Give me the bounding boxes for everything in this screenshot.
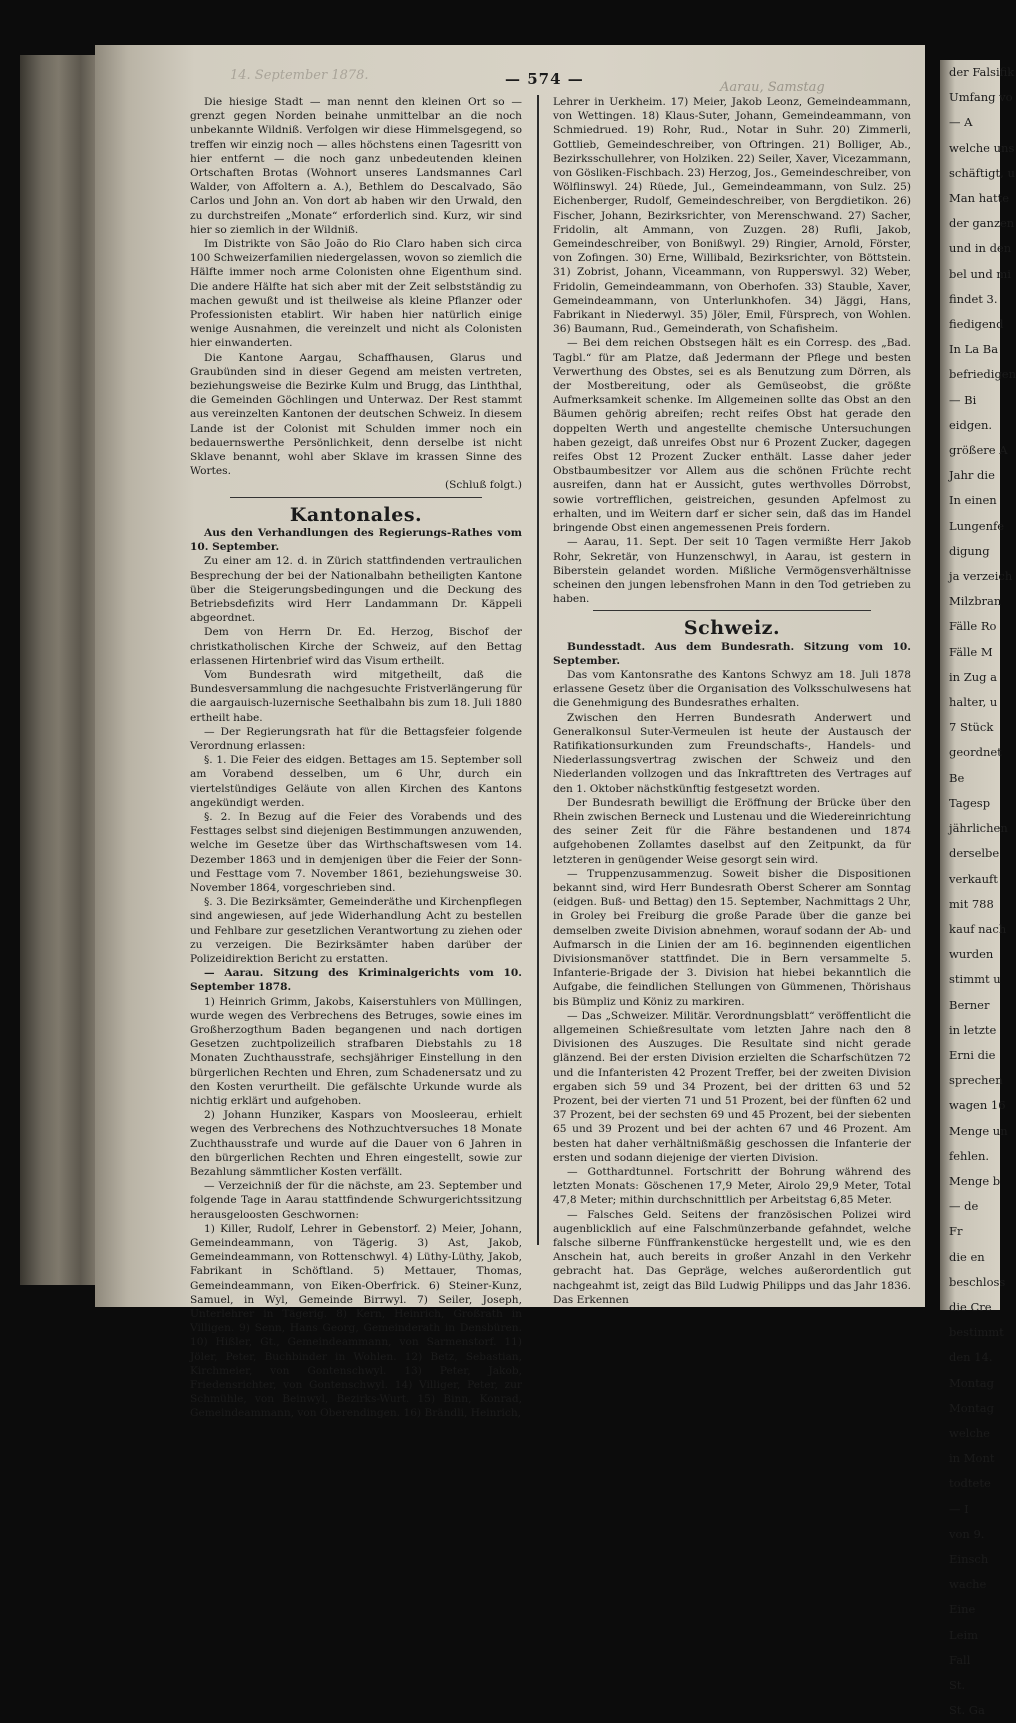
right-page-text-fragment: digung [949,543,990,558]
right-page-text-fragment: eidgen. [949,417,993,432]
column-divider [537,95,539,1245]
article-paragraph: Das vom Kantonsrathe des Kantons Schwyz am 18. Juli 1878 erlassene Gesetz über die Organisation des Volksschulwesens hat die Genehmigung des Bundesrathes erhalten. [553,668,911,710]
right-page-text-fragment: St. Ga [949,1703,985,1718]
right-page-text-fragment: bel und mi [949,266,1011,281]
right-page-text-fragment: bestimmt [949,1325,1004,1340]
right-page-text-fragment: Man hatte [949,191,1010,206]
right-page-text-fragment: Leim [949,1627,979,1642]
left-column [190,95,522,1421]
article-paragraph: Im Distrikte von São João do Rio Claro haben sich circa 100 Schweizerfamilien niedergelassen, wovon so ziemlich die Hälfte immer noch arme Colonisten ohne Eigenthum sind. Die andere Hälfte hat sich aber mit der Zeit selbstständig zu machen gewußt und ist theilweise als kleine Pflanzer oder Professionisten etablirt. Wir haben hier natürlich einige wenige Ausnahmen, die vereinzelt und nicht als Colonisten hier einwanderten. [190,238,523,350]
article-paragraph: 1) Killer, Rudolf, Lehrer in Gebenstorf. 2) Meier, Johann, Gemeindeammann, von Tägerig. 3) Ast, Jakob, Gemeindeammann, von Rottenschwyl. 4) Lüthy-Lüthy, Jakob, Fabrikant in Schöftland. 5) Mettauer, Thomas, Gemeindeammann, von Eiken-Oberfrick. 6) Steiner-Kunz, Samuel, in Wyl, Gemeinde Birrwyl. 7) Seiler, Joseph, Unterlehrer in Tägerig. 8) Kern, Heinrich, Großrath in Villigen. 9) Senn, Hans Georg, Gemeinderath in Densbüren. 10) Hißler, Gt., Gemeindeammann, von Sarmenstorf. 11) Jöler, Peter, Buchbinder in Wohlen. 12) Betz, Sebastian, Kirchmeier, von Gontenschwyl. 13) Peter, Jakob, Friedensrichter, von Gontenschwyl. 14) Villiger, Peter, zur Schmühle, von Beinwyl, Bezirks-Wurt. 15) Binn, Konrad, Gemeindeammann, von Oberendingen. 16) Brändli, Heinrich, [190,1222,522,1420]
right-page-text-fragment: — A [949,115,973,130]
right-page-text-fragment: findet 3. [949,291,998,306]
right-page-text-fragment: größere A [949,443,1008,458]
right-page-text-fragment: Tagesp [949,795,991,810]
article-subhead: Aus den Verhandlungen des Regierungs-Rathes vom 10. September. [190,526,522,554]
right-page-text-fragment: welche [949,1425,990,1440]
right-page-text-fragment: Menge b [949,1173,1001,1188]
right-page-text-fragment: Milzbran [949,594,1002,609]
right-page-text-fragment: die en [949,1249,985,1264]
article-paragraph: — Truppenzusammenzug. Soweit bisher die Dispositionen bekannt sind, wird Herr Bundesrath Oberst Scherer am Sonntag (eidgen. Buß- und Bettag) den 15. September, Nachmittags 2 Uhr, in Groley bei Freiburg die große Parade über die ganze bei demselben zweite Division abnehmen, worauf sodann der Ab- und Aufmarsch in die Linien der am 16. beginnenden eigentlichen Divisionsmanöver stattfindet. Die in Bern versammelte 5. Infanterie-Brigade der 3. Division hat hiebei bekanntlich die Aufgabe, die feindlichen Stellungen von Gümmenen, Thörishaus bis Bümpliz und Köniz zu markiren. [553,867,911,1008]
right-page-text-fragment: In La Ba [949,342,999,357]
right-page-text-fragment: von 9. [949,1526,985,1541]
article-paragraph: Dem von Herrn Dr. Ed. Herzog, Bischof der christkatholischen Kirche der Schweiz, auf den Bettag erlassenen Hirtenbrief wird das Visum ertheilt. [190,626,522,667]
right-page-text-fragment: mit 788 [949,896,994,911]
right-page-text-fragment: welche uns [949,140,1015,155]
right-page-text-fragment: Fälle Ro [949,619,997,634]
right-page-text-fragment: Menge un [949,1123,1008,1138]
right-page-text-fragment: in Mont [949,1451,995,1466]
right-page-text-fragment: Einsch [949,1551,989,1566]
right-page-text-fragment: verkauft [949,871,998,886]
article-paragraph: — Falsches Geld. Seitens der französischen Polizei wird augenblicklich auf eine Falschmünzerbande gefahndet, welche falsche silberne Fünffrankenstücke hergestellt und, wie es den Anschein hat, auch bereits in großer Anzahl in den Verkehr gebracht hat. Das Gepräge, welches außerordentlich gut nachgeahmt ist, zeigt das Bild Ludwig Philipps und das Jahr 1836. Das Erkennen [553,1208,911,1306]
article-subhead: Bundesstadt. Aus dem Bundesrath. Sitzung vom 10. September. [553,640,911,667]
right-page-text-fragment: derselbe [949,846,1000,861]
article-paragraph: Zwischen den Herren Bundesrath Anderwert und Generalkonsul Suter-Vermeulen ist heute der Austausch der Ratifikationsurkunden zum Freundschafts-, Handels- und Niederlassungsvertrag zwischen der Schweiz und den Niederlanden vollzogen und das Inkrafttreten des Vertrages auf den 1. Oktober nächstkünftig festgesetzt worden. [553,711,911,795]
right-page-text-fragment: In einen [949,493,997,508]
right-page-text-fragment: Jahr die [949,468,995,483]
right-page-text-fragment: — Bi [949,392,977,407]
article-paragraph: — Gotthardtunnel. Fortschritt der Bohrung während des letzten Monats: Göschenen 17,9 Meter, Airolo 29,9 Meter, Total 47,8 Meter; mithin durchschnittlich per Arbeitstag 6,85 Meter. [553,1166,911,1207]
continued-note: (Schluß folgt.) [444,479,522,492]
article-paragraph: 1) Heinrich Grimm, Jakobs, Kaiserstuhlers von Müllingen, wurde wegen des Verbrechens des Betruges, sowie eines im Großherzogthum Baden begangenen und nach dortigen Gesetzen zuchtpolizeilich strafbaren Diebstahls zu 18 Monaten Zuchthausstrafe, sechsjähriger Einstellung in den bürgerlichen Rechten und Ehren, zum Schadenersatz und zu den Kosten verurtheilt. Die gefälschte Urkunde wurde als nichtig erklärt und aufgehoben. [190,995,522,1108]
right-page-text-fragment: Umfang vo [949,90,1013,105]
article-paragraph: §. 2. In Bezug auf die Feier des Vorabends und des Festtages selbst sind diejenigen Bestimmungen anzuwenden, welche im Gesetze über das Wirthschaftswesen vom 14. Dezember 1863 und in demjenigen über die Feier der Sonn- und Festtage vom 7. November 1861, beziehungsweise 30. November 1864, vorgeschrieben sind. [190,810,522,894]
article-paragraph: Vom Bundesrath wird mitgetheilt, daß die Bundesversammlung die nachgesuchte Fristverlängerung für die aargauisch-luzernische Seethalbahn bis zum 18. Juli 1880 ertheilt habe. [190,668,522,724]
right-page-text-fragment: Eine [949,1602,976,1617]
right-page-text-fragment: 7 Stück [949,720,994,735]
right-page-text-fragment: St. [949,1678,966,1692]
right-page-text-fragment: in letzte [949,1022,997,1037]
page-number: — 574 — [505,70,584,88]
right-page-text-fragment: Fälle M [949,644,993,659]
right-page-text-fragment: die Cre [949,1299,992,1314]
article-paragraph: — Verzeichniß der für die nächste, am 23. September und folgende Tage in Aarau stattfindende Schwurgerichtssitzung herausgeloosten Geschwornen: [190,1180,522,1221]
bleed-through-header-right: Aarau, Samstag [720,80,825,95]
right-page-text-fragment: der Falsifik [949,65,1015,79]
article-paragraph: — Das „Schweizer. Militär. Verordnungsblatt“ veröffentlicht die allgemeinen Schießresultate vom letzten Jahre nach den 8 Divisionen des Auszuges. Die Resultate sind nicht gerade glänzend. Bei der ersten Division erzielten die Scharfschützen 72 und die Infanteristen 42 Prozent Treffer, bei der zweiten Division ergaben sich 59 und 34 Prozent, bei der dritten 63 und 52 Prozent, bei der vierten 71 und 51 Prozent, bei der fünften 62 und 37 Prozent, bei der sechsten 69 und 45 Prozent, bei der siebenten 65 und 39 Prozent und bei der achten 67 und 46 Prozent. Am besten hat daher verhältnißmäßig geschossen die Infanterie der ersten und sodann diejenige der vierten Division. [553,1009,911,1164]
right-page-text-fragment: jährlichen [949,821,1008,836]
right-page-text-fragment: halter, u [949,695,998,710]
right-page-text-fragment: geordnet [949,745,1002,760]
article-paragraph: 2) Johann Hunziker, Kaspars von Moosleerau, erhielt wegen des Verbrechens des Nothzuchtversuches 18 Monate Zuchthausstrafe und wurde auf die Dauer von 6 Jahren in den bürgerlichen Rechten und Ehren eingestellt, sowie zur Bezahlung sämmtlicher Kosten verfällt. [190,1109,522,1179]
article-paragraph: — Bei dem reichen Obstsegen hält es ein Corresp. des „Bad. Tagbl.“ für am Platze, daß Jedermann der Pflege und besten Verwerthung des Obstes, sei es als Benutzung zum Dörren, als der Mostbereitung, oder als Gemüseobst, die größte Aufmerksamkeit schenke. Im Allgemeinen sollte das Obst an den Bäumen gehörig abreifen; recht reifes Obst hat gerade den doppelten Werth und angestellte chemische Untersuchungen haben gezeigt, daß unreifes Obst nur 6 Prozent Zucker, dagegen reifes Obst 12 Prozent Zucker enthält. Lasse daher jeder Obstbaumbesitzer vor Allem aus die schönen Früchte recht ausreifen, dann hat er Aussicht, gutes werthvolles Dörrobst, sowie vortrefflichen, geistreichen, gesunden Apfelmost zu erhalten, und im Weitern darf er sicher sein, daß das im Handel bringende Obst einen angemessenen Preis fordern. [553,337,911,535]
section-rule [230,497,482,498]
right-page-text-fragment: schäftigt, u [949,165,1015,180]
right-page-text-fragment: Fall [949,1652,971,1667]
right-page-text-fragment: fehlen. [949,1148,990,1163]
right-page-text-fragment: kauf nach [949,921,1007,936]
right-page-text-fragment: Lungenfe [949,518,1005,533]
section-title-kantonales: Kantonales. [289,503,423,526]
article-paragraph: §. 3. Die Bezirksämter, Gemeinderäthe und Kirchenpflegen sind angewiesen, auf jede Widerhandlung Acht zu bestellen und Fehlbare zur gesetzlichen Verantwortung zu ziehen oder zu verzeigen. Die Bezirksämter haben darüber der Polizeidirektion Bericht zu erstatten. [190,896,522,965]
right-page-text-fragment: wache [949,1577,987,1592]
right-page-text-fragment: — I [949,1501,969,1516]
right-page-text-fragment: Fr [949,1224,963,1239]
right-page-text-fragment: beschloss [949,1274,1006,1289]
right-page-text-fragment: sprechen [949,1073,1003,1088]
article-paragraph: Lehrer in Uerkheim. 17) Meier, Jakob Leonz, Gemeindeammann, von Wettingen. 18) Klaus-Suter, Johann, Gemeindeammann, von Schmiedrued. 19) Rohr, Rud., Notar in Suhr. 20) Zimmerli, Gottlieb, Gemeindeschreiber, von Oftringen. 21) Bolliger, Ab., Bezirksschullehrer, von Holziken. 22) Seiler, Xaver, Vicezammann, von Gösliken-Fischbach. 23) Herzog, Jos., Gemeindeschreiber, von Wölflinswyl. 24) Rüede, Jul., Gemeindeammann, von Sulz. 25) Eichenberger, Rudolf, Gemeindeschreiber, von Bergdietikon. 26) Fischer, Johann, Bezirksrichter, von Merenschwand. 27) Sacher, Fridolin, alt Ammann, von Zuzgen. 28) Rufli, Jakob, Gemeindeschreiber, von Bonißwyl. 29) Ringier, Arnold, Förster, von Zofingen. 30) Erne, Willibald, Bezirksrichter, von Böttstein. 31) Zobrist, Johann, Viceammann, von Rupperswyl. 32) Weber, Fridolin, Gemeindeammann, von Oberhofen. 33) Stauble, Xaver, Gemeindeammann, von Unterlunkhofen. 34) Jäggi, Hans, Fabrikant in Niederwyl. 35) Jöler, Emil, Fürsprech, von Wohlen. 36) Baumann, Rud., Gemeinderath, von Schafisheim. [553,96,911,336]
right-page-text-fragment: befriedigen [949,367,1016,382]
right-page-text-fragment: — de [949,1199,979,1214]
article-paragraph: — Der Regierungsrath hat für die Bettagsfeier folgende Verordnung erlassen: [190,725,522,752]
bleed-through-header-left: 14. September 1878. [230,68,369,83]
right-page-text-fragment: der ganzen [949,216,1015,231]
right-page-text-fragment: Montag [949,1400,994,1415]
right-page-text-fragment: in Zug a [949,669,998,684]
article-subhead: — Aarau. Sitzung des Kriminalgerichts vom 10. September 1878. [190,967,522,994]
right-page-text-fragment: wagen 16 [949,1098,1006,1113]
section-rule [593,610,871,611]
right-page-text-fragment: wurden [949,947,994,962]
right-column [553,95,911,1307]
right-page-text-fragment: fiedigend [949,317,1004,332]
article-paragraph: Die Kantone Aargau, Schaffhausen, Glarus und Graubünden sind in dieser Gegend am meisten vertreten, beziehungsweise die Bezirke Kulm und Brugg, das Linththal, die Gemeinden Göchlingen und Unterwaz. Der Rest stammt aus vereinzelten Kantonen der deutschen Schweiz. In diesem Lande ist der Colonist mit Schulden immer noch ein bedauernswerthe Persönlichkeit, denn derselbe ist nicht Sklave benannt, wohl aber Sklave im krassen Sinne des Wortes. [190,351,522,478]
right-page-text-fragment: stimmt u [949,972,1001,987]
right-page-text-fragment: Be [949,770,965,785]
article-paragraph: Die hiesige Stadt — man nennt den kleinen Ort so — grenzt gegen Norden beinahe unmittelbar an die noch unbekannte Wildniß. Verfolgen wir diese Himmelsgegend, so treffen wir einzig noch — alles höchstens einen Tagesritt von hier entfernt — die noch ganz unbedeutenden kleinen Ortschaften Brotas (Wohnort unseres Landsmannes Carl Walder, von Affoltern a. A.), Bethlem do Descalvado, São Carlos und John an. Von dort ab haben wir den Urwald, den zu durchstreifen „Monate“ erforderlich sind. Kurz, wir sind hier so ziemlich in der Wildniß. [190,96,522,236]
article-paragraph: §. 1. Die Feier des eidgen. Bettages am 15. September soll am Vorabend desselben, um 6 Uhr, durch ein viertelstündiges Geläute von allen Kirchen des Kantons angekündigt werden. [190,754,522,809]
right-page-text-fragment: ja verzeich [949,569,1013,584]
article-paragraph: — Aarau, 11. Sept. Der seit 10 Tagen vermißte Herr Jakob Rohr, Sekretär, von Hunzenschwyl, in Aarau, ist gestern in Biberstein gelandet worden. Mißliche Vermögensverhältnisse scheinen den jungen lebensfrohen Mann in den Tod getrieben zu haben. [553,536,911,606]
right-page-text-fragment: und in den [949,241,1012,256]
right-page-text-fragment: Berner [949,997,990,1012]
right-page-text-fragment: Montag [949,1375,994,1390]
article-paragraph: Der Bundesrath bewilligt die Eröffnung der Brücke über den Rhein zwischen Berneck und Lustenau und die Wiedereinrichtung des seiner Zeit für die Fähre bestandenen und 1874 aufgehobenen Zollamtes daselbst auf den Zeitpunkt, da für letzteren in genügender Weise gesorgt sein wird. [553,796,911,866]
right-page-text-fragment: todtete [949,1476,991,1491]
right-page-text-fragment: Erni die [949,1047,996,1062]
section-title-schweiz: Schweiz. [683,617,781,640]
right-page-fragment [940,60,1016,1718]
article-paragraph: Zu einer am 12. d. in Zürich stattfindenden vertraulichen Besprechung der bei der Nationalbahn betheiligten Kantone über die Steigerungsbedingungen und die Deckung des Betriebsdefizits wird Herr Landammann Dr. Käppeli abgeordnet. [190,555,522,625]
right-page-text-fragment: den 14. [949,1350,993,1365]
